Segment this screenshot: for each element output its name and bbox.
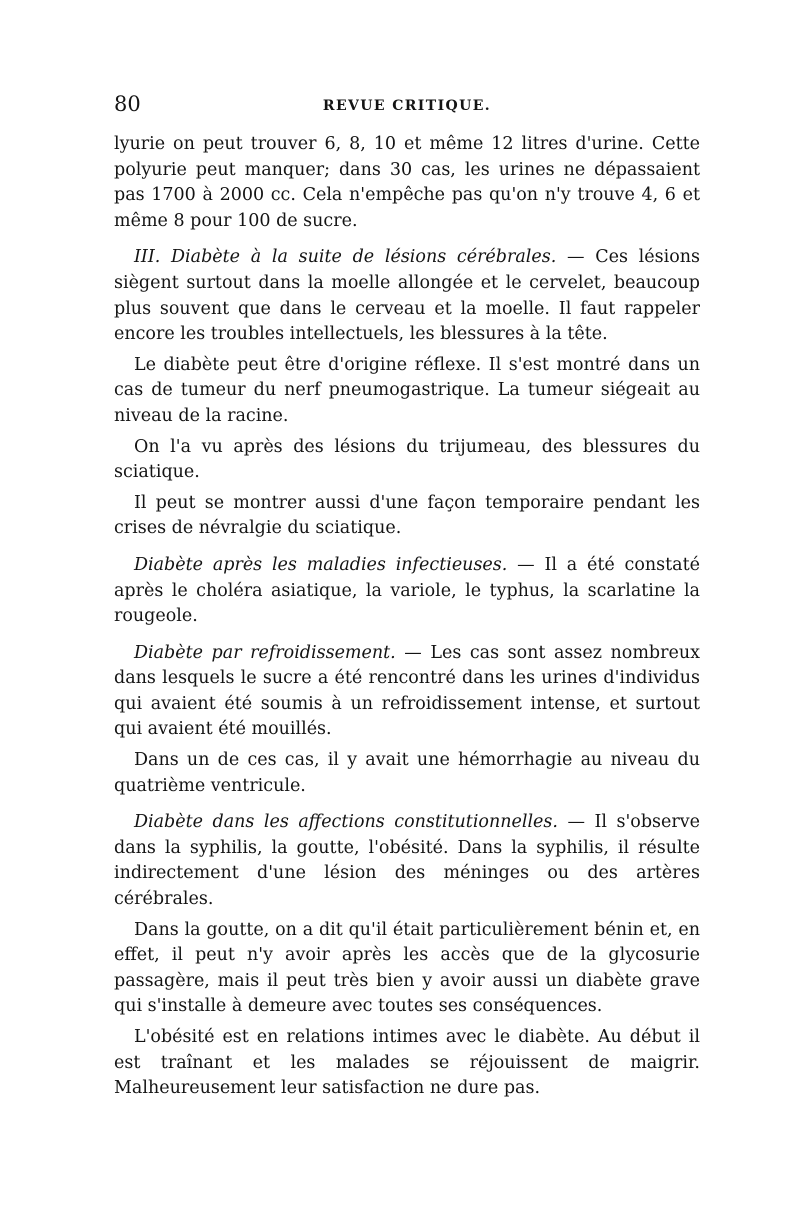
- paragraph-obesity: [114, 1025, 700, 1102]
- section-heading: Diabète dans les affections constitutionnelles.: [134, 812, 558, 833]
- section-heading: III. Diabète à la suite de lésions cérébrales.: [134, 247, 557, 268]
- section-cerebral-lesions: [114, 245, 700, 347]
- page-number: 80: [114, 92, 141, 116]
- paragraph-text: lyurie on peut trouver 6, 8, 10 et même 12 litres d'urine. Cette polyurie peut manquer; dans 30 cas, les urines ne dépassaient pas 1700 à 2000 cc. Cela n'empêche pas qu'on n'y trouve 4, 6 et même 8 pour 100 de sucre.: [114, 134, 700, 231]
- paragraph-continuation: [114, 132, 700, 234]
- paragraph-text: Dans un de ces cas, il y avait une hémorrhagie au niveau du quatrième ventricule.: [114, 750, 700, 796]
- paragraph-text: Dans la goutte, on a dit qu'il était particulièrement bénin et, en effet, il peut n'y avoir après les accès que de la glycosurie passagère, mais il peut très bien y avoir aussi un diabète grave qui s'installe à demeure avec toutes ses conséquences.: [114, 919, 700, 1017]
- paragraph-temporary: [114, 491, 700, 542]
- paragraph-hemorrhage: [114, 748, 700, 799]
- paragraph-reflex: [114, 353, 700, 430]
- paragraph-text: On l'a vu après des lésions du trijumeau, des blessures du sciatique.: [114, 436, 700, 483]
- paragraph-text: L'obésité est en relations intimes avec le diabète. Au début il est traînant et les malades se réjouissent de maigrir. Malheureusement leur satisfaction ne dure pas.: [114, 1027, 700, 1099]
- paragraph-text: Il peut se montrer aussi d'une façon temporaire pendant les crises de névralgie du sciatique.: [114, 492, 700, 539]
- paragraph-gout: [114, 918, 700, 1020]
- running-title: REVUE CRITIQUE.: [322, 98, 492, 114]
- section-cooling: [114, 641, 700, 743]
- book-page: [114, 92, 700, 1102]
- paragraph-text: — Les cas sont assez nombreux dans lesquels le sucre a été rencontré dans les urines d'individus qui avaient été soumis à un refroidissement intense, et surtout qui avaient été mouillés.: [114, 642, 700, 740]
- section-heading: Diabète par refroidissement.: [134, 642, 396, 663]
- section-constitutional: [114, 810, 700, 912]
- paragraph-text: — Il a été constaté après le choléra asiatique, la variole, le typhus, la scarlatine la rougeole.: [114, 554, 700, 627]
- section-heading: Diabète après les maladies infectieuses.: [134, 554, 508, 575]
- paragraph-text: — Il s'observe dans la syphilis, la goutte, l'obésité. Dans la syphilis, il résulte indirectement d'une lésion des méninges ou des artères cérébrales.: [114, 812, 700, 910]
- paragraph-text: Le diabète peut être d'origine réflexe. Il s'est montré dans un cas de tumeur du nerf pneumogastrique. La tumeur siégeait au niveau de la racine.: [114, 354, 700, 426]
- section-infectious-diseases: [114, 553, 700, 630]
- body-text: [114, 132, 700, 1102]
- running-head: [114, 92, 700, 132]
- paragraph-trijumeau: [114, 435, 700, 486]
- paragraph-text: — Ces lésions siègent surtout dans la moelle allongée et le cervelet, beaucoup plus souvent que dans le cerveau et la moelle. Il faut rappeler encore les troubles intellectuels, les blessures à la tête.: [114, 247, 700, 345]
